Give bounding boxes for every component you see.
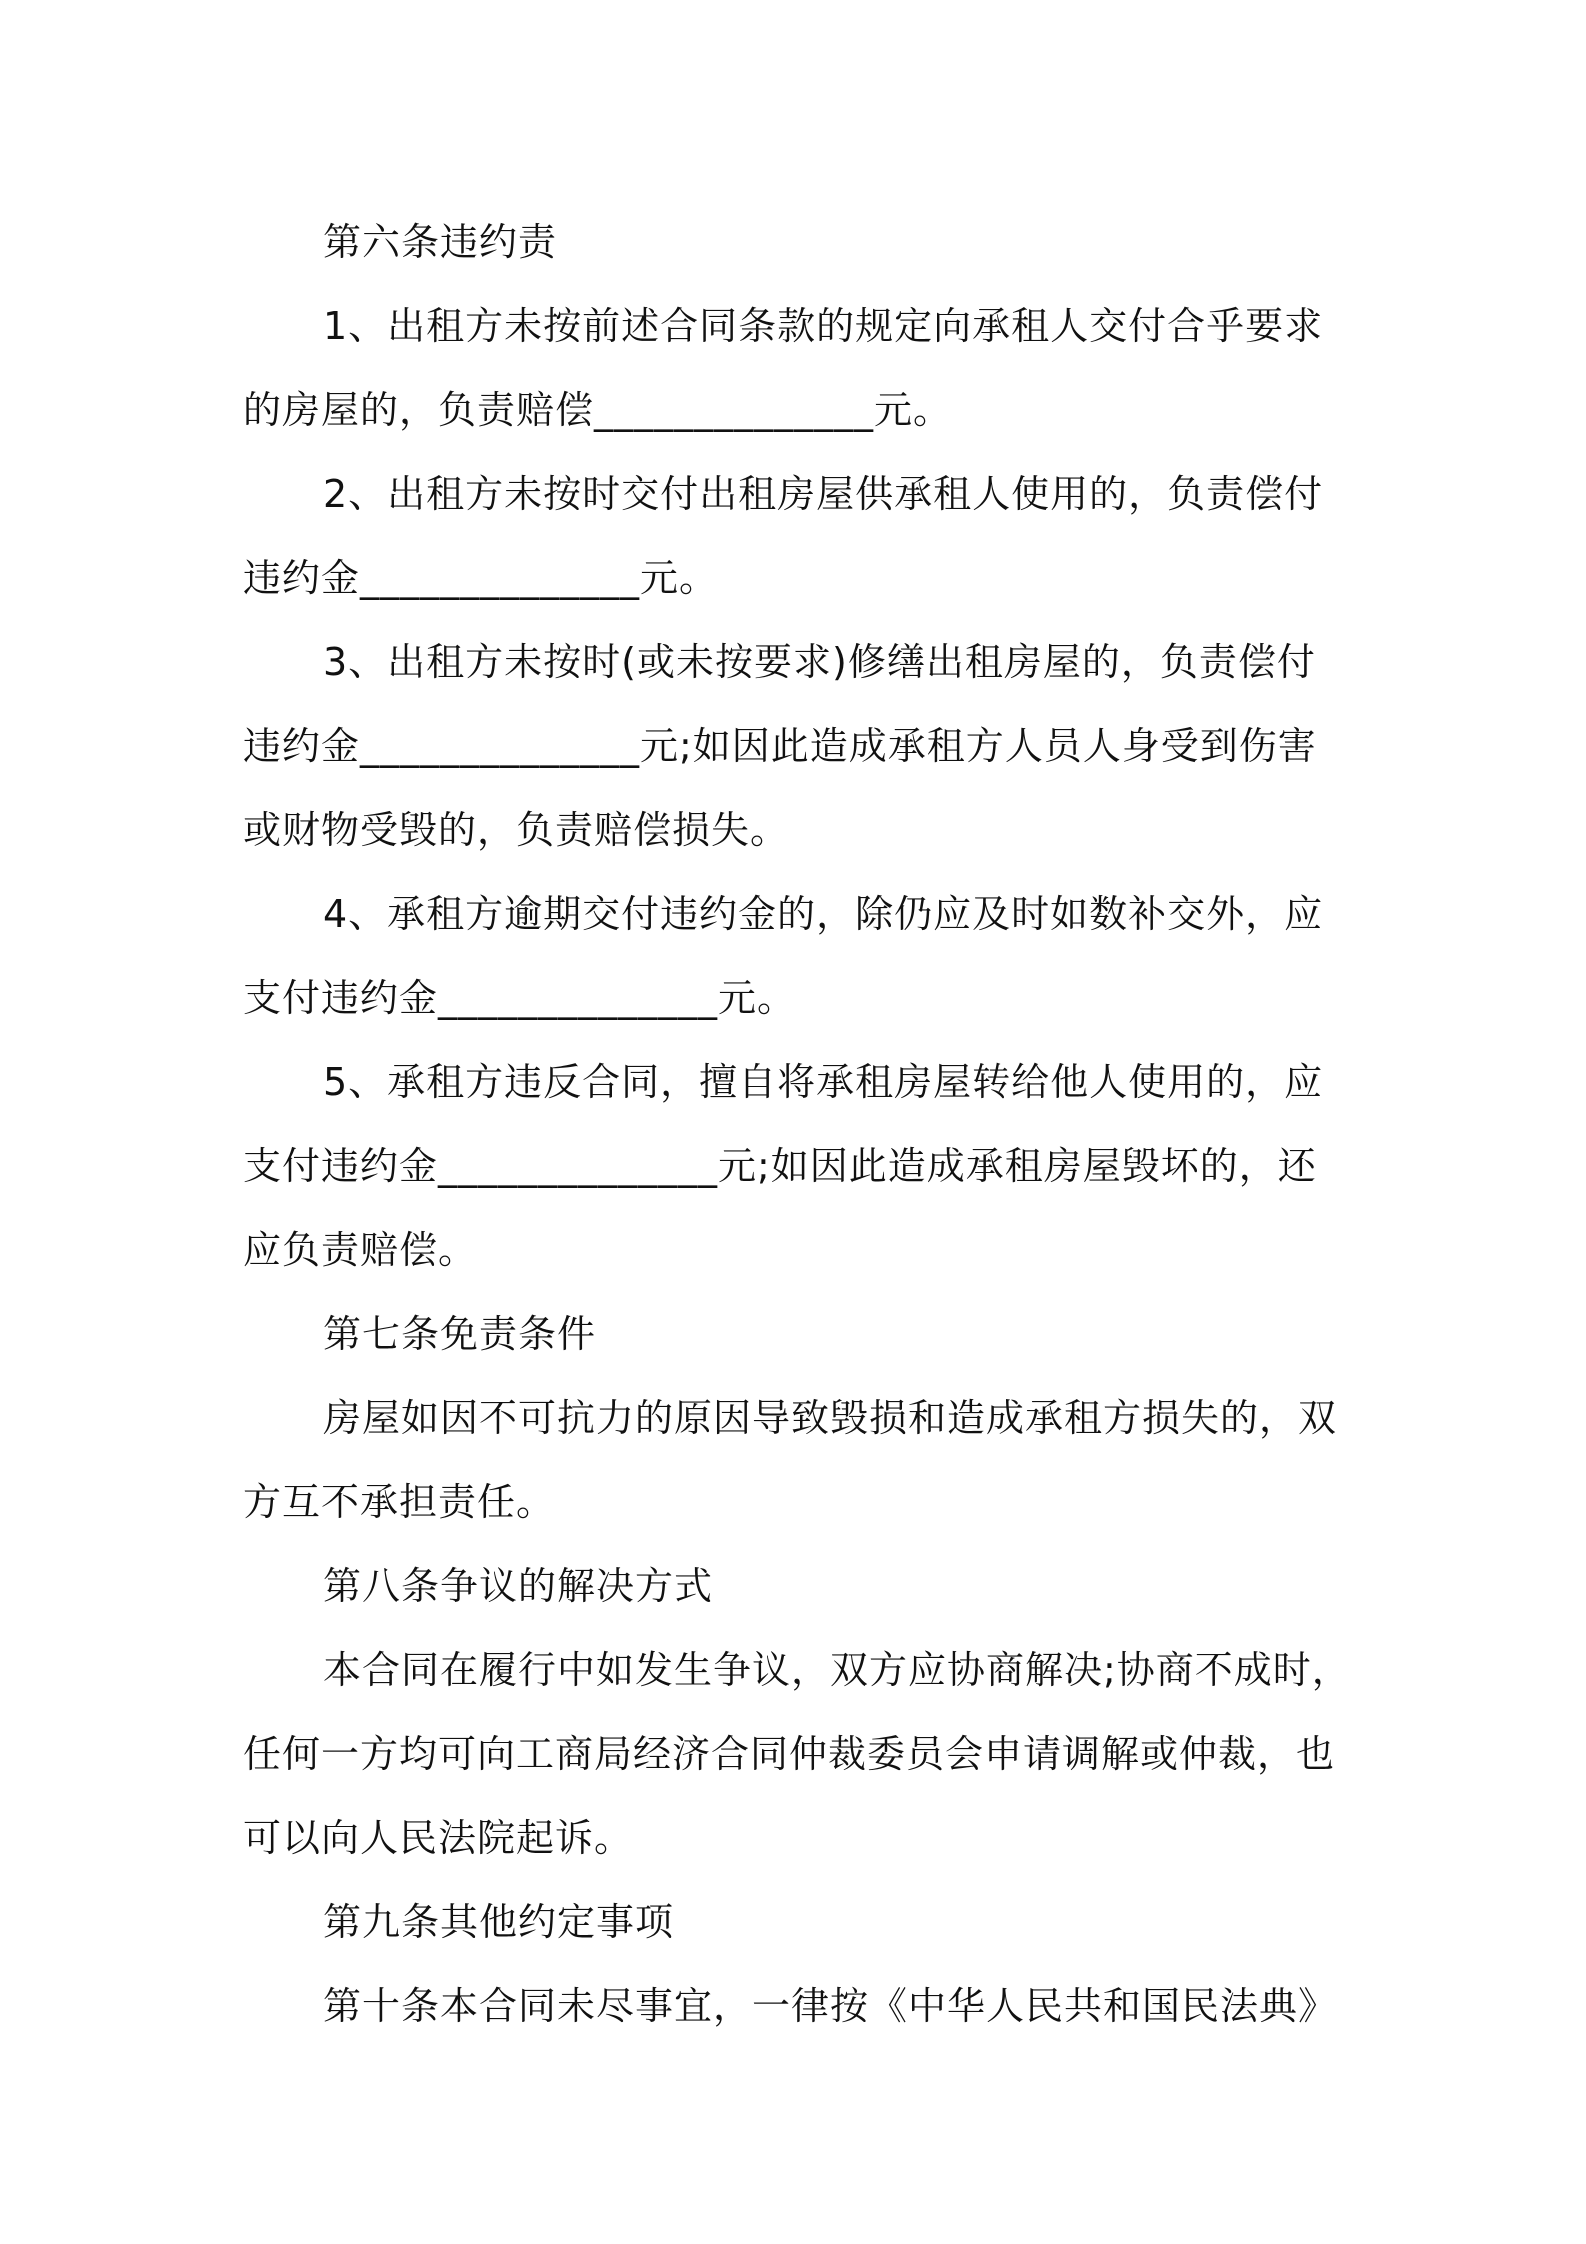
article-6-heading: 第六条违约责 <box>323 220 558 264</box>
article-6-clause-3-line-3: 或财物受毁的，负责赔偿损失。 <box>243 808 790 852</box>
article-8-body-line-2: 任何一方均可向工商局经济合同仲裁委员会申请调解或仲裁，也 <box>243 1732 1336 1776</box>
article-6-clause-1-line-1: 1、出租方未按前述合同条款的规定向承租人交付合乎要求 <box>323 304 1324 348</box>
article-7-heading: 第七条免责条件 <box>323 1312 597 1356</box>
article-6-clause-4-line-1: 4、承租方逾期交付违约金的，除仍应及时如数补交外，应 <box>323 892 1324 936</box>
article-8-body-line-3: 可以向人民法院起诉。 <box>243 1816 634 1860</box>
article-6-clause-2-line-2: 违约金______________元。 <box>243 556 719 600</box>
article-6-clause-5-line-3: 应负责赔偿。 <box>243 1228 478 1272</box>
document-page <box>243 200 1357 2048</box>
article-6-clause-5-line-1: 5、承租方违反合同，擅自将承租房屋转给他人使用的，应 <box>323 1060 1324 1104</box>
article-7-body-line-2: 方互不承担责任。 <box>243 1480 556 1524</box>
article-9-heading: 第九条其他约定事项 <box>323 1900 675 1944</box>
article-8-heading: 第八条争议的解决方式 <box>323 1564 714 1608</box>
article-6-clause-3-line-1: 3、出租方未按时(或未按要求)修缮出租房屋的，负责偿付 <box>323 640 1316 684</box>
article-6-clause-4-line-2: 支付违约金______________元。 <box>243 976 797 1020</box>
article-8-body-line-1: 本合同在履行中如发生争议，双方应协商解决;协商不成时， <box>323 1648 1351 1692</box>
article-6-clause-2-line-1: 2、出租方未按时交付出租房屋供承租人使用的，负责偿付 <box>323 472 1324 516</box>
article-10-line-1: 第十条本合同未尽事宜，一律按《中华人民共和国民法典》 <box>323 1984 1338 2028</box>
article-6-clause-5-line-2: 支付违约金______________元;如因此造成承租房屋毁坏的，还 <box>243 1144 1317 1188</box>
article-6-clause-3-line-2: 违约金______________元;如因此造成承租方人员人身受到伤害 <box>243 724 1317 768</box>
article-6-clause-1-line-2: 的房屋的，负责赔偿______________元。 <box>243 388 953 432</box>
article-7-body-line-1: 房屋如因不可抗力的原因导致毁损和造成承租方损失的，双 <box>323 1396 1338 1440</box>
